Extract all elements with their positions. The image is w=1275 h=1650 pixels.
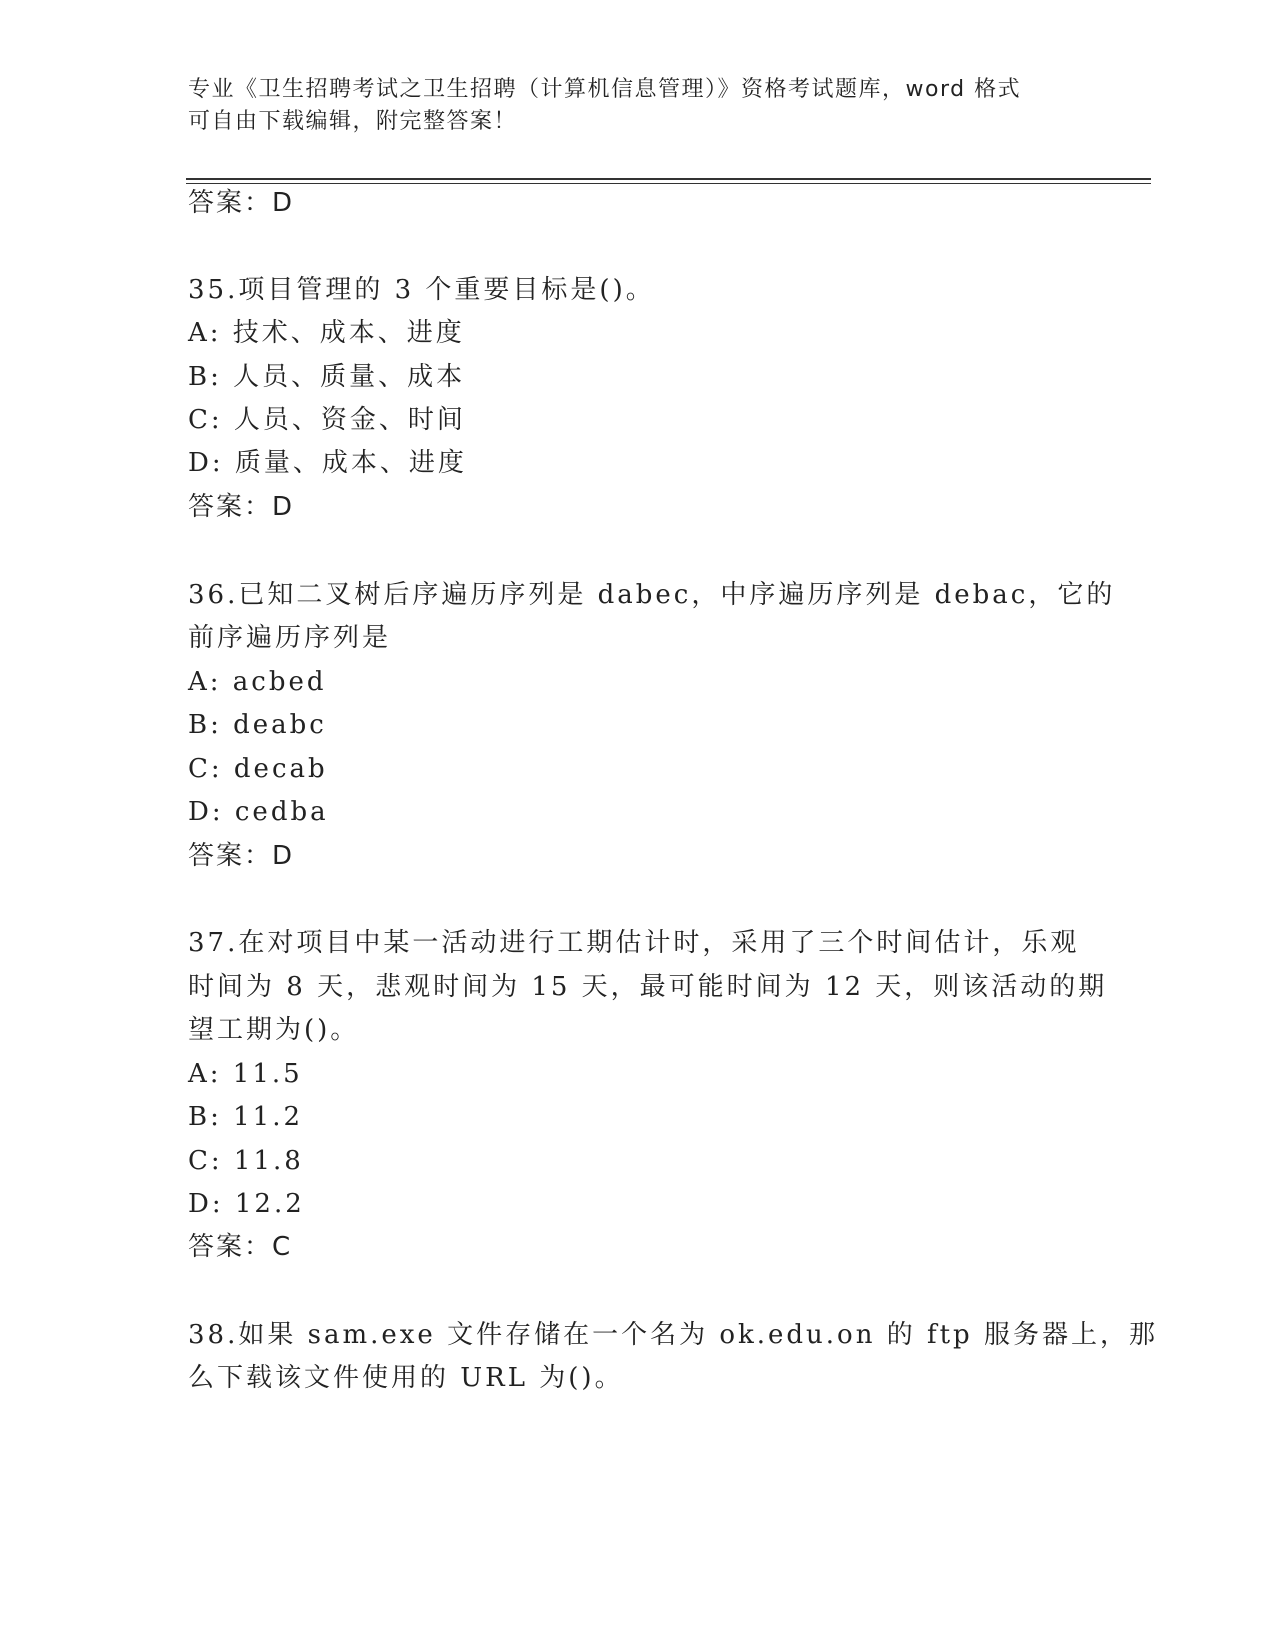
q35-stem: 35.项目管理的 3 个重要目标是()。 — [188, 275, 655, 305]
q37-stem-line-2: 时间为 8 天，悲观时间为 15 天，最可能时间为 12 天，则该活动的期 — [188, 972, 1108, 1002]
header-rule-thick — [186, 178, 1151, 180]
q36-answer: 答案：D — [188, 841, 295, 871]
prev-answer: 答案：D — [188, 188, 295, 218]
q36-stem-line-2: 前序遍历序列是 — [188, 623, 392, 653]
q37-option-d: D: 12.2 — [188, 1189, 305, 1219]
header-line-2: 可自由下载编辑，附完整答案！ — [188, 109, 518, 134]
q36-stem-line-1: 36.已知二叉树后序遍历序列是 dabec，中序遍历序列是 debac，它的 — [188, 580, 1116, 610]
q35-option-a: A: 技术、成本、进度 — [188, 318, 465, 348]
q36-option-b: B: deabc — [188, 710, 327, 740]
q37-stem-line-1: 37.在对项目中某一活动进行工期估计时，采用了三个时间估计，乐观 — [188, 928, 1080, 958]
q38-stem-line-2: 么下载该文件使用的 URL 为()。 — [188, 1363, 624, 1393]
q35-option-b: B: 人员、质量、成本 — [188, 362, 466, 392]
q35-option-c: C: 人员、资金、时间 — [188, 405, 466, 435]
q37-option-c: C: 11.8 — [188, 1146, 304, 1176]
q37-answer: 答案：C — [188, 1232, 293, 1262]
header-line-1: 专业《卫生招聘考试之卫生招聘（计算机信息管理）》资格考试题库，word 格式 — [188, 77, 1022, 102]
q37-stem-line-3: 望工期为()。 — [188, 1015, 360, 1045]
q36-option-d: D: cedba — [188, 797, 329, 827]
q35-answer: 答案：D — [188, 492, 295, 522]
q37-option-b: B: 11.2 — [188, 1102, 304, 1132]
document-header — [188, 74, 1088, 138]
q37-option-a: A: 11.5 — [188, 1059, 303, 1089]
q35-option-d: D: 质量、成本、进度 — [188, 448, 467, 478]
q36-option-a: A: acbed — [188, 667, 327, 697]
header-rule-thin — [186, 183, 1151, 184]
q36-option-c: C: decab — [188, 754, 328, 784]
q38-stem-line-1: 38.如果 sam.exe 文件存储在一个名为 ok.edu.on 的 ftp 服务器上，那 — [188, 1320, 1158, 1350]
